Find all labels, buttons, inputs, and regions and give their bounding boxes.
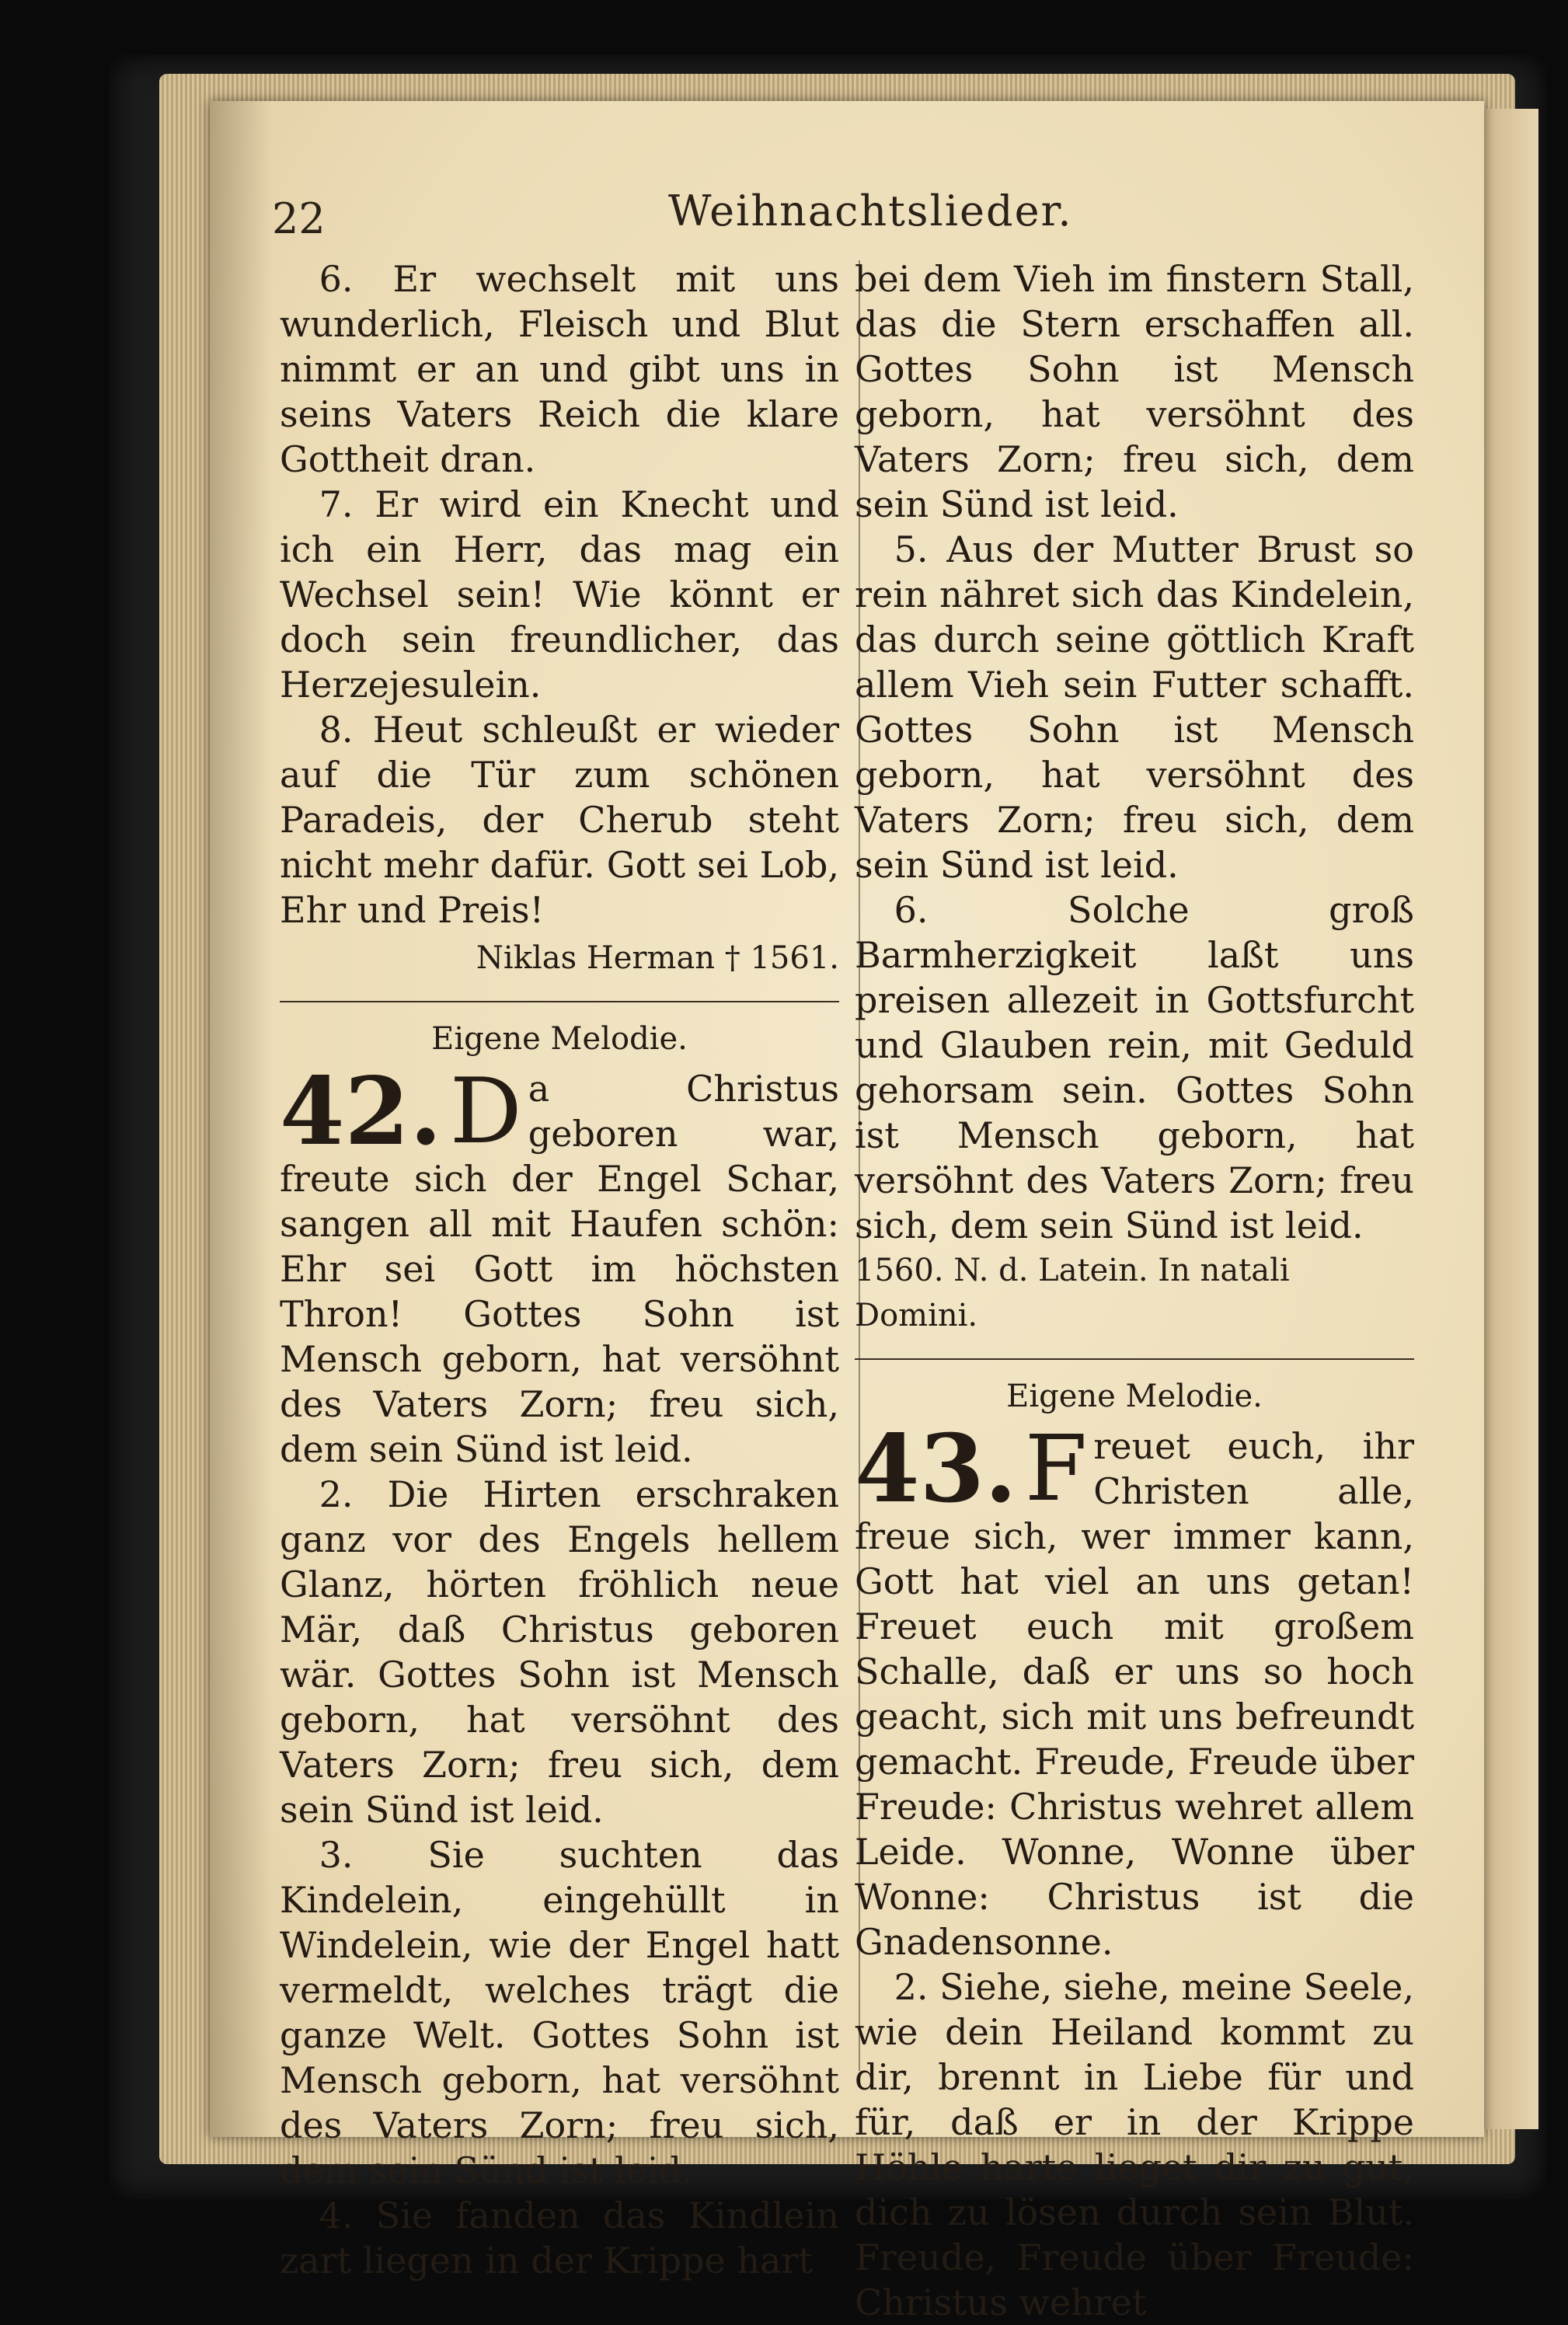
melody-note-43: Eigene Melodie. [1006, 1379, 1263, 1414]
book-page [210, 101, 1484, 2323]
gutter-shadow [210, 101, 272, 2137]
verse-7: 7. Er wird ein Knecht und ich ein Herr, das mag ein Wechsel sein! Wie könnt er doch sein freundlicher, das Herzejesulein. [280, 483, 839, 706]
left-column [280, 256, 839, 2283]
running-title: Weihnachtslieder. [668, 186, 1073, 235]
facing-page-edge [1484, 109, 1538, 2129]
drop-cap-43: F [1024, 1417, 1088, 1522]
drop-cap-42: D [449, 1059, 522, 1164]
verse-6: 6. Er wechselt mit uns wunderlich, Fleisch und Blut nimmt er an und gibt uns in seins Vaters Reich die klare Gottheit dran. [280, 258, 839, 480]
author-credit: Niklas Herman † 1561. [476, 940, 839, 976]
section-rule [280, 1001, 839, 1002]
melody-note-42: Eigene Melodie. [431, 1021, 688, 1057]
hymn-42-verse-6: 6. Solche groß Barmherzigkeit laßt uns preisen allezeit in Gottsfurcht und Glauben rein, mit Geduld gehorsam sein. Gottes Sohn ist Mensch geborn, hat versöhnt des Vaters Zorn; freu sich, dem sein Sünd ist leid. [855, 889, 1414, 1246]
hymn-42-verse-4: 4. Sie fanden das Kindlein zart liegen in der Krippe hart [280, 2194, 839, 2281]
hymn-number-42: 42. [280, 1057, 442, 1166]
page-number: 22 [272, 194, 326, 243]
hymn-43-verse-2: 2. Siehe, siehe, meine Seele, wie dein Heiland kommt zu dir, brennt in Liebe für und für, daß er in der Krippe Höhle harte lieget dir zu gut, dich zu lösen durch sein Blut. Freude, Freude über Freude: Christus wehret [855, 1966, 1414, 2323]
hymn-42-verse-1: a Christus geboren war, freute sich der Engel Schar, sangen all mit Haufen schön: Ehr sei Gott im höchsten Thron! Gottes Sohn ist Mensch geborn, hat versöhnt des Vaters Zorn; freu sich, dem sein Sünd ist leid. [280, 1068, 839, 1470]
hymn-42-verse-5: 5. Aus der Mutter Brust so rein nähret sich das Kindelein, das durch seine göttlich Kraft allem Vieh sein Futter schafft. Gottes Sohn ist Mensch geborn, hat versöhnt des Vaters Zorn; freu sich, dem sein Sünd ist leid. [855, 528, 1414, 886]
verse-8: 8. Heut schleußt er wieder auf die Tür zum schönen Paradeis, der Cherub steht nicht mehr dafür. Gott sei Lob, Ehr und Preis! [280, 709, 839, 931]
hymn-number-43: 43. [855, 1414, 1017, 1524]
hymn-43 [855, 1414, 1414, 1964]
hymn-42-verse-2: 2. Die Hirten erschraken ganz vor des Engels hellem Glanz, hörten fröhlich neue Mär, daß Christus geboren wär. Gottes Sohn ist Mensch geborn, hat versöhnt des Vaters Zorn; freu sich, dem sein Sünd ist leid. [280, 1473, 839, 1831]
hymn-42-verse-4-continued: bei dem Vieh im finstern Stall, das die Stern erschaffen all. Gottes Sohn ist Mensch geborn, hat versöhnt des Vaters Zorn; freu sich, dem sein Sünd ist leid. [855, 258, 1414, 525]
source-note: 1560. N. d. Latein. In natali Domini. [855, 1253, 1290, 1333]
section-rule [855, 1358, 1414, 1360]
hymn-43-verse-1: reuet euch, ihr Christen alle, freue sich, wer immer kann, Gott hat viel an uns getan! Freuet euch mit großem Schalle, daß er uns so hoch geacht, sich mit uns befreundt gemacht. Freude, Freude über Freude: Christus wehret allem Leide. Wonne, Wonne über Wonne: Christus ist die Gnadensonne. [855, 1425, 1414, 1963]
right-column [855, 256, 1414, 2325]
hymn-42 [280, 1057, 839, 1472]
hymn-42-verse-3: 3. Sie suchten das Kindelein, eingehüllt in Windelein, wie der Engel hatt vermeldt, welches trägt die ganze Welt. Gottes Sohn ist Mensch geborn, hat versöhnt des Vaters Zorn; freu sich, dem sein Sünd ist leid. [280, 1834, 839, 2191]
